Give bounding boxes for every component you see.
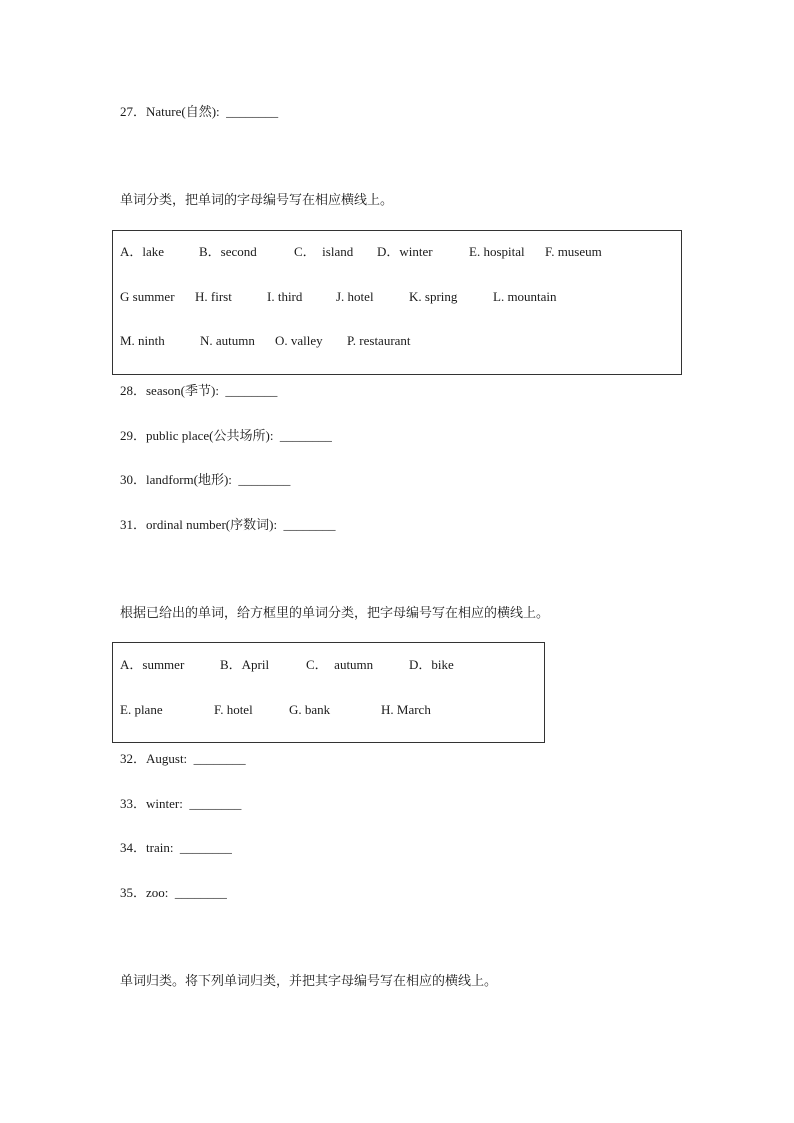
question-27: 27．Nature(自然): ________ (120, 104, 279, 119)
section2-instruction: 根据已给出的单词，给方框里的单词分类，把字母编号写在相应的横线上。 (120, 606, 550, 621)
question-32: 32．August: ________ (120, 751, 246, 766)
word-option: D．winter (377, 244, 433, 259)
section3-instruction: 单词归类。将下列单词归类，并把其字母编号写在相应的横线上。 (120, 974, 498, 989)
word-option: H. first (195, 289, 232, 304)
word-option: E. hospital (469, 244, 525, 259)
word-option: O. valley (275, 333, 323, 348)
word-option: C． autumn (306, 657, 374, 672)
word-option: J. hotel (336, 289, 374, 304)
word-option: G. bank (289, 702, 331, 717)
word-option: A．summer (120, 657, 185, 672)
question-31: 31．ordinal number(序数词): ________ (120, 517, 336, 532)
word-option: M. ninth (120, 333, 165, 348)
question-29: 29．public place(公共场所): ________ (120, 428, 332, 443)
word-box-1 (112, 230, 682, 375)
word-option: D．bike (409, 657, 454, 672)
section1-instruction: 单词分类，把单词的字母编号写在相应横线上。 (120, 193, 394, 208)
word-option: B．April (220, 657, 270, 672)
question-30: 30．landform(地形): ________ (120, 472, 291, 487)
word-option: G summer (120, 289, 175, 304)
question-28: 28．season(季节): ________ (120, 383, 278, 398)
question-34: 34．train: ________ (120, 840, 232, 855)
word-option: K. spring (409, 289, 458, 304)
word-option: B．second (199, 244, 257, 259)
word-option: P. restaurant (347, 333, 411, 348)
word-option: F. museum (545, 244, 602, 259)
word-option: F. hotel (214, 702, 253, 717)
question-33: 33．winter: ________ (120, 796, 242, 811)
word-option: I. third (267, 289, 303, 304)
word-option: L. mountain (493, 289, 557, 304)
word-option: A．lake (120, 244, 165, 259)
question-35: 35．zoo: ________ (120, 885, 227, 900)
word-option: H. March (381, 702, 431, 717)
word-option: C． island (294, 244, 354, 259)
word-option: E. plane (120, 702, 163, 717)
word-box-2 (112, 642, 545, 743)
word-option: N. autumn (200, 333, 255, 348)
